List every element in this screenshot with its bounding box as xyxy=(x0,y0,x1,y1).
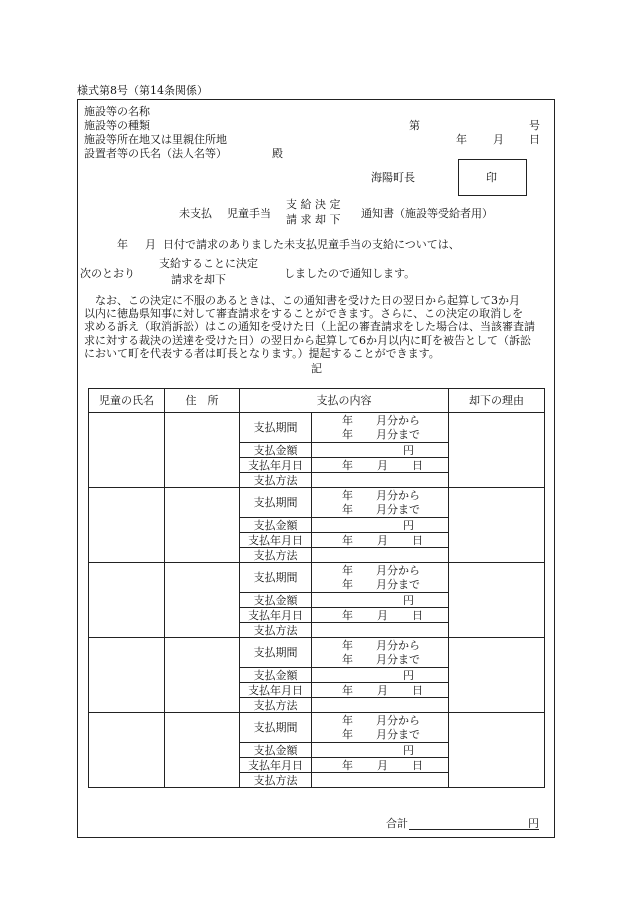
method-label: 支払方法 xyxy=(240,623,312,638)
col-address: 住 所 xyxy=(165,389,240,413)
amount-label: 支払金額 xyxy=(240,668,312,683)
method-label: 支払方法 xyxy=(240,473,312,488)
period-value[interactable] xyxy=(312,488,449,518)
date-day: 日 xyxy=(412,459,423,472)
date-label: 支払年月日 xyxy=(240,758,312,773)
intro-year: 年 xyxy=(117,238,128,251)
form-number: 様式第8号（第14条関係） xyxy=(77,84,208,97)
period-to-month: 月分まで xyxy=(376,578,420,591)
period-label: 支払期間 xyxy=(240,638,312,668)
date-day: 日 xyxy=(529,133,540,146)
facility-type-label: 施設等の種類 xyxy=(84,119,150,132)
period-label: 支払期間 xyxy=(240,563,312,593)
date-month: 月 xyxy=(377,759,388,772)
col-child-name: 児童の氏名 xyxy=(89,389,165,413)
notice-line: において町を代表する者は町長となります。）提起することができます。 xyxy=(84,346,440,360)
amount-unit: 円 xyxy=(403,669,414,682)
title-choice-decision: 支 給 決 定 xyxy=(286,198,341,211)
table-row xyxy=(89,488,545,518)
amount-unit: 円 xyxy=(403,744,414,757)
amount-label: 支払金額 xyxy=(240,518,312,533)
date-month: 月 xyxy=(493,133,504,146)
period-from-month: 月分から xyxy=(376,414,420,427)
intro-prefix: 次のとおり xyxy=(80,267,135,280)
amount-value[interactable] xyxy=(312,518,449,533)
date-year: 年 xyxy=(342,684,353,697)
period-from-year: 年 xyxy=(342,639,353,652)
period-from-month: 月分から xyxy=(376,489,420,502)
operator-name-label: 設置者等の氏名（法人名等） xyxy=(84,147,227,160)
period-to-month: 月分まで xyxy=(376,428,420,441)
date-month: 月 xyxy=(377,534,388,547)
amount-label: 支払金額 xyxy=(240,743,312,758)
period-from-month: 月分から xyxy=(376,639,420,652)
title-unpaid: 未支払 xyxy=(179,207,212,220)
total-underline xyxy=(409,829,539,830)
notice-paragraph xyxy=(84,294,552,360)
date-value[interactable] xyxy=(312,758,449,773)
col-rejection-reason: 却下の理由 xyxy=(449,389,545,413)
period-to-month: 月分まで xyxy=(376,503,420,516)
honorific: 殿 xyxy=(272,147,283,160)
address-cell[interactable] xyxy=(165,713,240,788)
date-label: 支払年月日 xyxy=(240,533,312,548)
amount-unit: 円 xyxy=(403,444,414,457)
date-label: 支払年月日 xyxy=(240,458,312,473)
period-to-year: 年 xyxy=(342,728,353,741)
date-month: 月 xyxy=(377,609,388,622)
method-value[interactable] xyxy=(312,473,449,488)
table-row xyxy=(89,413,545,443)
date-value[interactable] xyxy=(312,608,449,623)
date-value[interactable] xyxy=(312,683,449,698)
amount-value[interactable] xyxy=(312,743,449,758)
address-cell[interactable] xyxy=(165,563,240,638)
amount-label: 支払金額 xyxy=(240,443,312,458)
period-label: 支払期間 xyxy=(240,488,312,518)
date-year: 年 xyxy=(342,609,353,622)
period-from-month: 月分から xyxy=(376,714,420,727)
table-row xyxy=(89,638,545,668)
period-to-month: 月分まで xyxy=(376,728,420,741)
rejection-reason-cell[interactable] xyxy=(449,413,545,488)
total-unit: 円 xyxy=(528,817,539,830)
period-to-year: 年 xyxy=(342,503,353,516)
facility-address-label: 施設等所在地又は里親住所地 xyxy=(84,133,227,146)
intro-suffix: しましたので通知します。 xyxy=(284,267,416,280)
ki-mark: 記 xyxy=(311,362,322,375)
method-label: 支払方法 xyxy=(240,548,312,563)
method-value[interactable] xyxy=(312,698,449,713)
child-name-cell[interactable] xyxy=(89,563,165,638)
notice-line: 以内に徳島県知事に対して審査請求をすることができます。さらに、この決定の取消しを xyxy=(84,307,524,321)
date-day: 日 xyxy=(412,684,423,697)
amount-value[interactable] xyxy=(312,668,449,683)
method-label: 支払方法 xyxy=(240,698,312,713)
period-from-month: 月分から xyxy=(376,564,420,577)
notice-line: 求に対する裁決の送達を受けた日）の翌日から起算して6か月以内に町を被告として（訴訟 xyxy=(84,333,531,347)
facility-name-label: 施設等の名称 xyxy=(84,105,150,118)
period-value[interactable] xyxy=(312,413,449,443)
table-row xyxy=(89,563,545,593)
date-year: 年 xyxy=(342,534,353,547)
method-value[interactable] xyxy=(312,548,449,563)
amount-unit: 円 xyxy=(403,519,414,532)
period-to-month: 月分まで xyxy=(376,653,420,666)
address-cell[interactable] xyxy=(165,413,240,488)
amount-unit: 円 xyxy=(403,594,414,607)
period-from-year: 年 xyxy=(342,489,353,502)
rejection-reason-cell[interactable] xyxy=(449,638,545,713)
number-prefix: 第 xyxy=(409,119,420,132)
title-notice: 通知書（施設等受給者用） xyxy=(361,207,493,220)
amount-value[interactable] xyxy=(312,593,449,608)
rejection-reason-cell[interactable] xyxy=(449,563,545,638)
period-to-year: 年 xyxy=(342,578,353,591)
total-label: 合計 xyxy=(386,817,408,830)
date-day: 日 xyxy=(412,759,423,772)
period-value[interactable] xyxy=(312,563,449,593)
rejection-reason-cell[interactable] xyxy=(449,713,545,788)
date-month: 月 xyxy=(377,459,388,472)
period-label: 支払期間 xyxy=(240,413,312,443)
seal-mark: 印 xyxy=(486,171,497,184)
date-value[interactable] xyxy=(312,533,449,548)
period-value[interactable] xyxy=(312,638,449,668)
table-row xyxy=(89,713,545,743)
notice-line: 求める訴え（取消訴訟）はこの通知を受けた日（上記の審査請求をした場合は、当該審査請 xyxy=(84,320,535,334)
col-payment-content: 支払の内容 xyxy=(240,389,449,413)
mayor-title: 海陽町長 xyxy=(371,171,415,184)
period-from-year: 年 xyxy=(342,414,353,427)
amount-label: 支払金額 xyxy=(240,593,312,608)
method-value[interactable] xyxy=(312,623,449,638)
method-value[interactable] xyxy=(312,773,449,788)
date-label: 支払年月日 xyxy=(240,608,312,623)
child-name-cell[interactable] xyxy=(89,638,165,713)
intro-choice-decision: 支給することに決定 xyxy=(159,257,258,270)
payment-table xyxy=(88,388,545,788)
amount-value[interactable] xyxy=(312,443,449,458)
period-value[interactable] xyxy=(312,713,449,743)
period-to-year: 年 xyxy=(342,653,353,666)
date-month: 月 xyxy=(377,684,388,697)
rejection-reason-cell[interactable] xyxy=(449,488,545,563)
table-header-row xyxy=(89,389,545,413)
period-from-year: 年 xyxy=(342,564,353,577)
title-allowance: 児童手当 xyxy=(227,207,271,220)
date-year: 年 xyxy=(456,133,467,146)
address-cell[interactable] xyxy=(165,488,240,563)
number-suffix: 号 xyxy=(529,119,540,132)
date-year: 年 xyxy=(342,759,353,772)
intro-month: 月 xyxy=(145,238,156,251)
period-label: 支払期間 xyxy=(240,713,312,743)
child-name-cell[interactable] xyxy=(89,713,165,788)
date-year: 年 xyxy=(342,459,353,472)
title-choice-rejection: 請 求 却 下 xyxy=(286,213,341,226)
intro-choice-rejection: 請求を却下 xyxy=(171,273,226,286)
date-value[interactable] xyxy=(312,458,449,473)
date-day: 日 xyxy=(412,609,423,622)
period-to-year: 年 xyxy=(342,428,353,441)
intro-text: 日付で請求のありました未支払児童手当の支給については、 xyxy=(163,238,460,251)
method-label: 支払方法 xyxy=(240,773,312,788)
date-day: 日 xyxy=(412,534,423,547)
address-cell[interactable] xyxy=(165,638,240,713)
child-name-cell[interactable] xyxy=(89,488,165,563)
date-label: 支払年月日 xyxy=(240,683,312,698)
child-name-cell[interactable] xyxy=(89,413,165,488)
notice-line: なお、この決定に不服のあるときは、この通知書を受けた日の翌日から起算して3か月 xyxy=(95,294,520,307)
period-from-year: 年 xyxy=(342,714,353,727)
